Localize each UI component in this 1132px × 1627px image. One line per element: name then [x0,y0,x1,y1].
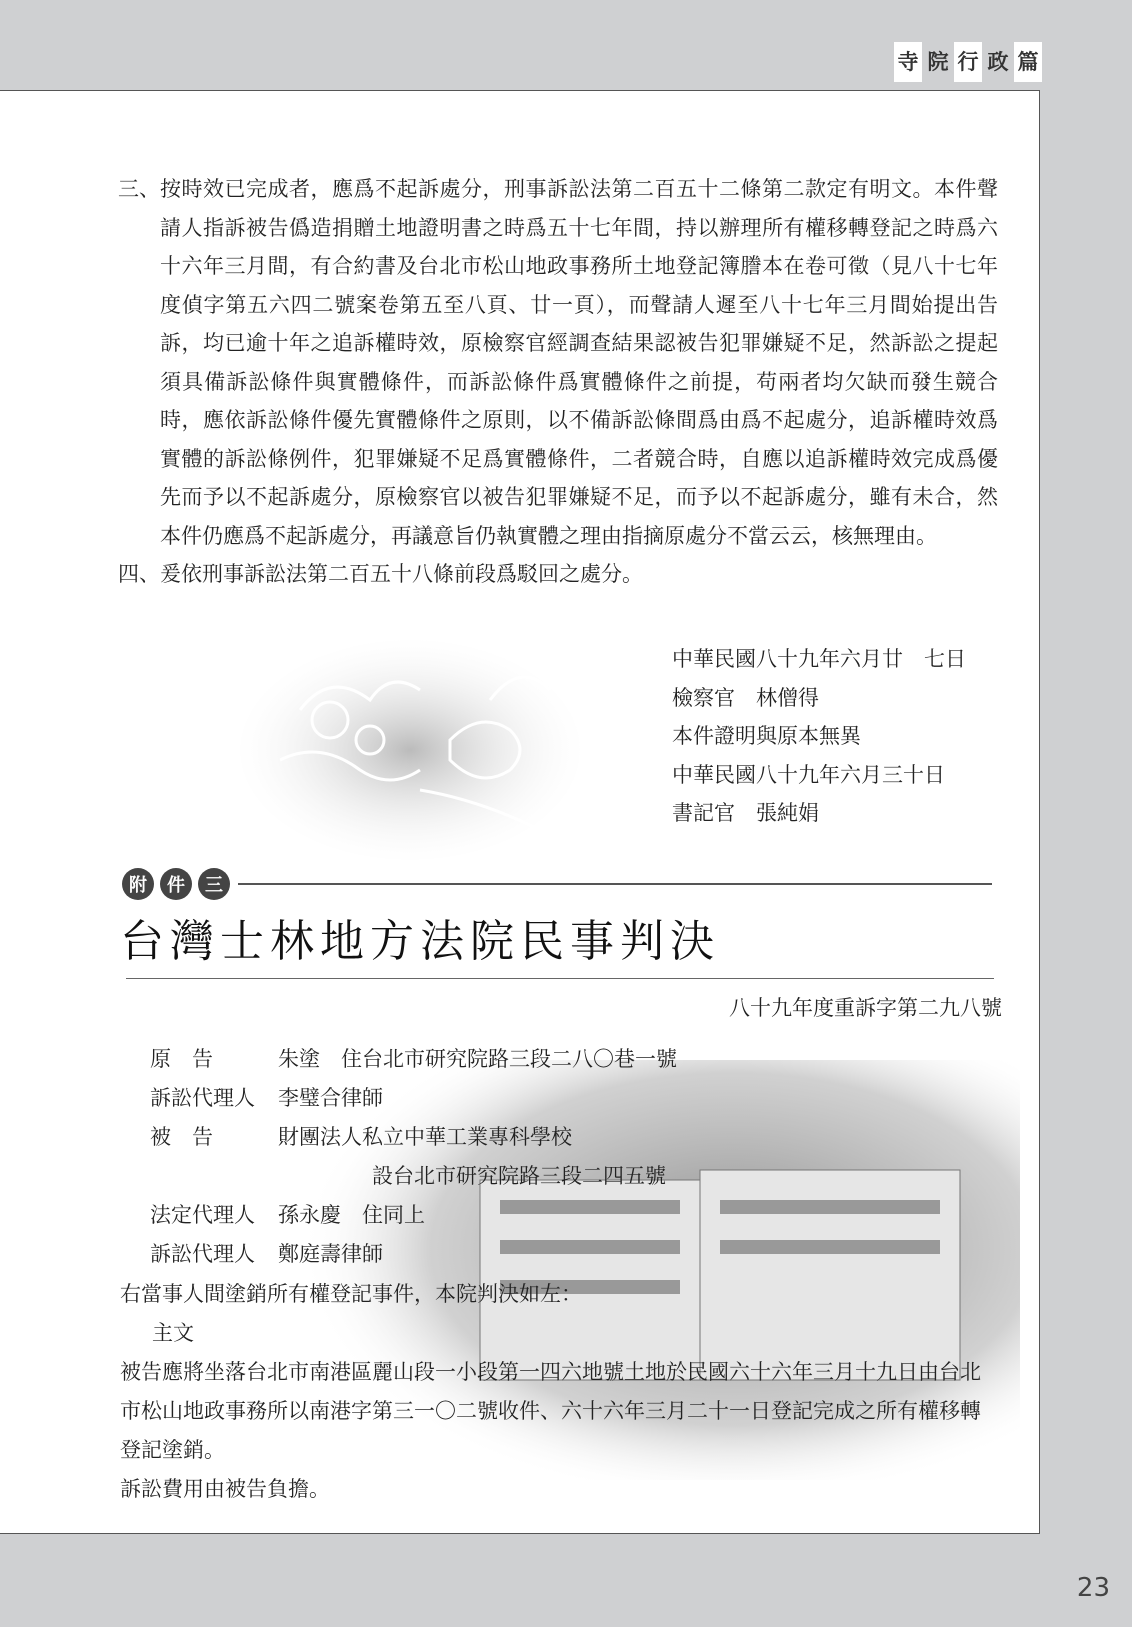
appendix-char: 三 [198,868,230,900]
signature-block [672,640,966,833]
clerk-name: 書記官 張純娟 [672,801,819,825]
judgment-ruling: 被告應將坐落台北市南港區麗山段一小段第一四六地號土地於民國六十六年三月十九日由台北市松山地政事務所以南港字第三一〇二號收件、六十六年三月二十一日登記完成之所有權移轉登記塗銷。 [120,1360,981,1462]
defendant-agent: 鄭庭壽律師 [278,1242,383,1266]
certification-date: 中華民國八十九年六月三十日 [672,762,945,787]
main-heading: 主文 [152,1321,194,1345]
appendix-char: 件 [160,868,192,900]
decision-date: 中華民國八十九年六月廿 七日 [672,647,966,671]
defendant-agent-row [150,1235,677,1274]
judgment-intro: 右當事人間塗銷所有權登記事件，本院判決如左： [120,1282,582,1306]
certification: 本件證明與原本無異 [672,724,861,748]
header-char: 院 [927,50,949,74]
appendix-char: 附 [122,868,154,900]
prosecution-text [118,170,998,594]
section-three-body: 按時效已完成者，應爲不起訴處分，刑事訴訟法第二百五十二條第二款定有明文。本件聲請人指訴被告僞造捐贈土地證明書之時爲五十七年間，持以辦理所有權移轉登記之時爲六十六年三月間，有合約書及台北市松山地政事務所土地登記簿謄本在卷可徵（見八十七年度偵字第五六四二號案卷第五至八頁、廿一頁），而聲請人遲至八十七年三月間始提出告訴，均已逾十年之追訴權時效，原檢察官經調查結果認被告犯罪嫌疑不足，然訴訟之提起須具備訴訟條件與實體條件，而訴訟條件爲實體條件之前提，苟兩者均欠缺而發生競合時，應依訴訟條件優先實體條件之原則，以不備訴訟條間爲由爲不起處分，追訴權時效爲實體的訴訟條例件，犯罪嫌疑不足爲實體條件，二者競合時，自應以追訴權時效完成爲優先而予以不起訴處分，原檢察官以被告犯罪嫌疑不足，而予以不起訴處分，雖有未合，然本件仍應爲不起訴處分，再議意旨仍執實體之理由指摘原處分不當云云，核無理由。 [160,177,998,548]
defendant-row [150,1118,677,1157]
party-label: 訴訟代理人 [150,1086,255,1110]
party-label: 訴訟代理人 [150,1242,255,1266]
page-number: 23 [1076,1573,1110,1603]
legal-rep: 孫永慶 住同上 [278,1203,425,1227]
header-char: 政 [987,50,1009,74]
party-label: 法定代理人 [150,1203,255,1227]
defendant-address-row [150,1157,677,1196]
section-four-body: 爰依刑事訴訟法第二百五十八條前段爲駁回之處分。 [160,562,643,586]
section-header [894,42,1042,82]
divider [126,978,994,979]
party-label: 被 告 [150,1125,213,1149]
bird-flower-illustration [240,640,580,860]
header-char: 行 [954,42,982,82]
section-four [118,555,998,594]
section-three [118,170,998,555]
plaintiff-info: 朱塗 住台北市研究院路三段二八〇巷一號 [278,1047,677,1071]
parties-list [150,1040,677,1274]
item-number: 四、 [118,562,160,586]
item-number: 三、 [118,177,160,201]
divider [238,883,992,885]
legal-rep-row [150,1196,677,1235]
header-char: 寺 [894,42,922,82]
prosecutor-name: 檢察官 林僧得 [672,685,819,710]
plaintiff-agent: 李璧合律師 [278,1086,383,1110]
judgment-costs: 訴訟費用由被告負擔。 [120,1477,330,1501]
case-number: 八十九年度重訴字第二九八號 [729,996,1002,1020]
appendix-label [122,868,992,900]
document-title: 台灣士林地方法院民事判決 [120,916,720,967]
header-char: 篇 [1014,42,1042,82]
defendant-info: 財團法人私立中華工業專科學校 [278,1125,572,1149]
judgment-body [120,1275,998,1509]
defendant-address: 設台北市研究院路三段二四五號 [372,1164,666,1188]
indent-spacer [150,1157,372,1196]
party-label: 原 告 [150,1047,213,1071]
plaintiff-agent-row [150,1079,677,1118]
plaintiff-row [150,1040,677,1079]
